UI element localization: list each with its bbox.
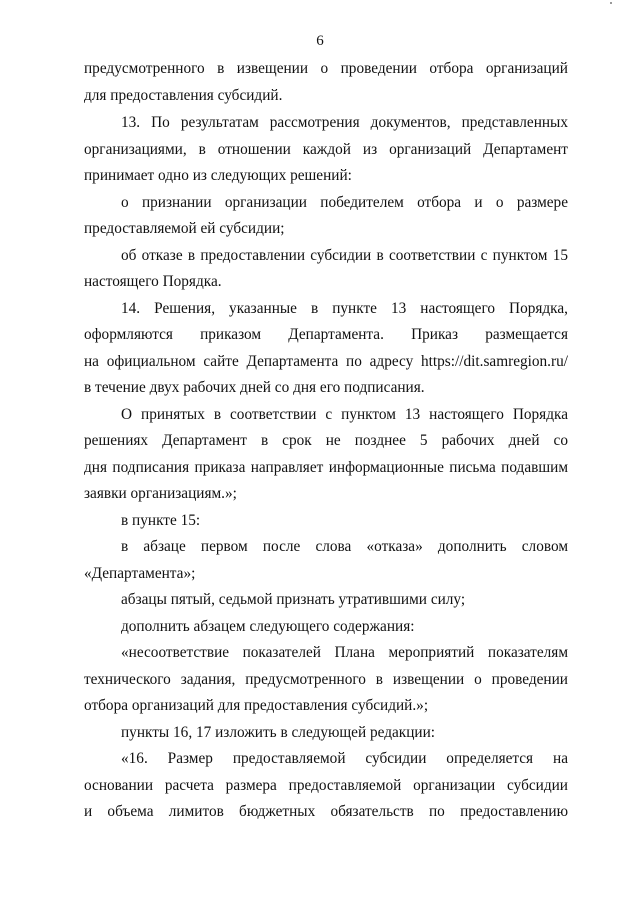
text-line: дополнить абзацем следующего содержания: (121, 618, 415, 635)
text-line: «несоответствие показателей Плана мероприятий показателям (121, 644, 568, 661)
text-line: о признании организации победителем отбора и о размере (121, 194, 568, 211)
text-line: отбора организаций для предоставления субсидий.»; (84, 697, 429, 714)
text-line: предоставляемой ей субсидии; (84, 220, 285, 237)
text-line: в течение двух рабочих дней со дня его подписания. (84, 379, 425, 396)
text-line: пункты 16, 17 изложить в следующей редакции: (121, 724, 436, 741)
page-number: 6 (316, 33, 324, 49)
text-line: 13. По результатам рассмотрения документов, представленных (121, 114, 568, 131)
text-line: на официальном сайте Департамента по адресу https://dit.samregion.ru/ (84, 353, 568, 370)
text-line: предусмотренного в извещении о проведении отбора организаций (84, 60, 568, 77)
text-line: об отказе в предоставлении субсидии в соответствии с пунктом 15 (121, 247, 568, 264)
text-line: настоящего Порядка. (84, 273, 222, 290)
text-line: решениях Департамент в срок не позднее 5 рабочих дней со (84, 432, 568, 449)
text-line: абзацы пятый, седьмой признать утратившими силу; (121, 591, 466, 608)
text-line: в абзаце первом после слова «отказа» дополнить словом (121, 538, 568, 555)
text-line: дня подписания приказа направляет информационные письма подавшим (84, 459, 568, 476)
text-line: принимает одно из следующих решений: (84, 167, 352, 184)
text-line: О принятых в соответствии с пунктом 13 настоящего Порядка (121, 406, 568, 423)
text-line: для предоставления субсидий. (84, 87, 283, 104)
text-line: основании расчета размера предоставляемой организации субсидии (84, 777, 568, 794)
text-line: организациями, в отношении каждой из организаций Департамент (84, 141, 568, 158)
text-line: «16. Размер предоставляемой субсидии определяется на (121, 750, 568, 767)
text-line: оформляются приказом Департамента. Приказ размещается (84, 326, 568, 343)
text-line: технического задания, предусмотренного в извещении о проведении (84, 671, 568, 688)
text-line: и объема лимитов бюджетных обязательств по предоставлению (84, 803, 568, 820)
text-line: «Департамента»; (84, 565, 196, 582)
text-line: в пункте 15: (121, 512, 201, 529)
scan-speck (610, 2, 612, 4)
text-line: 14. Решения, указанные в пункте 13 настоящего Порядка, (121, 300, 568, 317)
text-line: заявки организациям.»; (84, 485, 237, 502)
